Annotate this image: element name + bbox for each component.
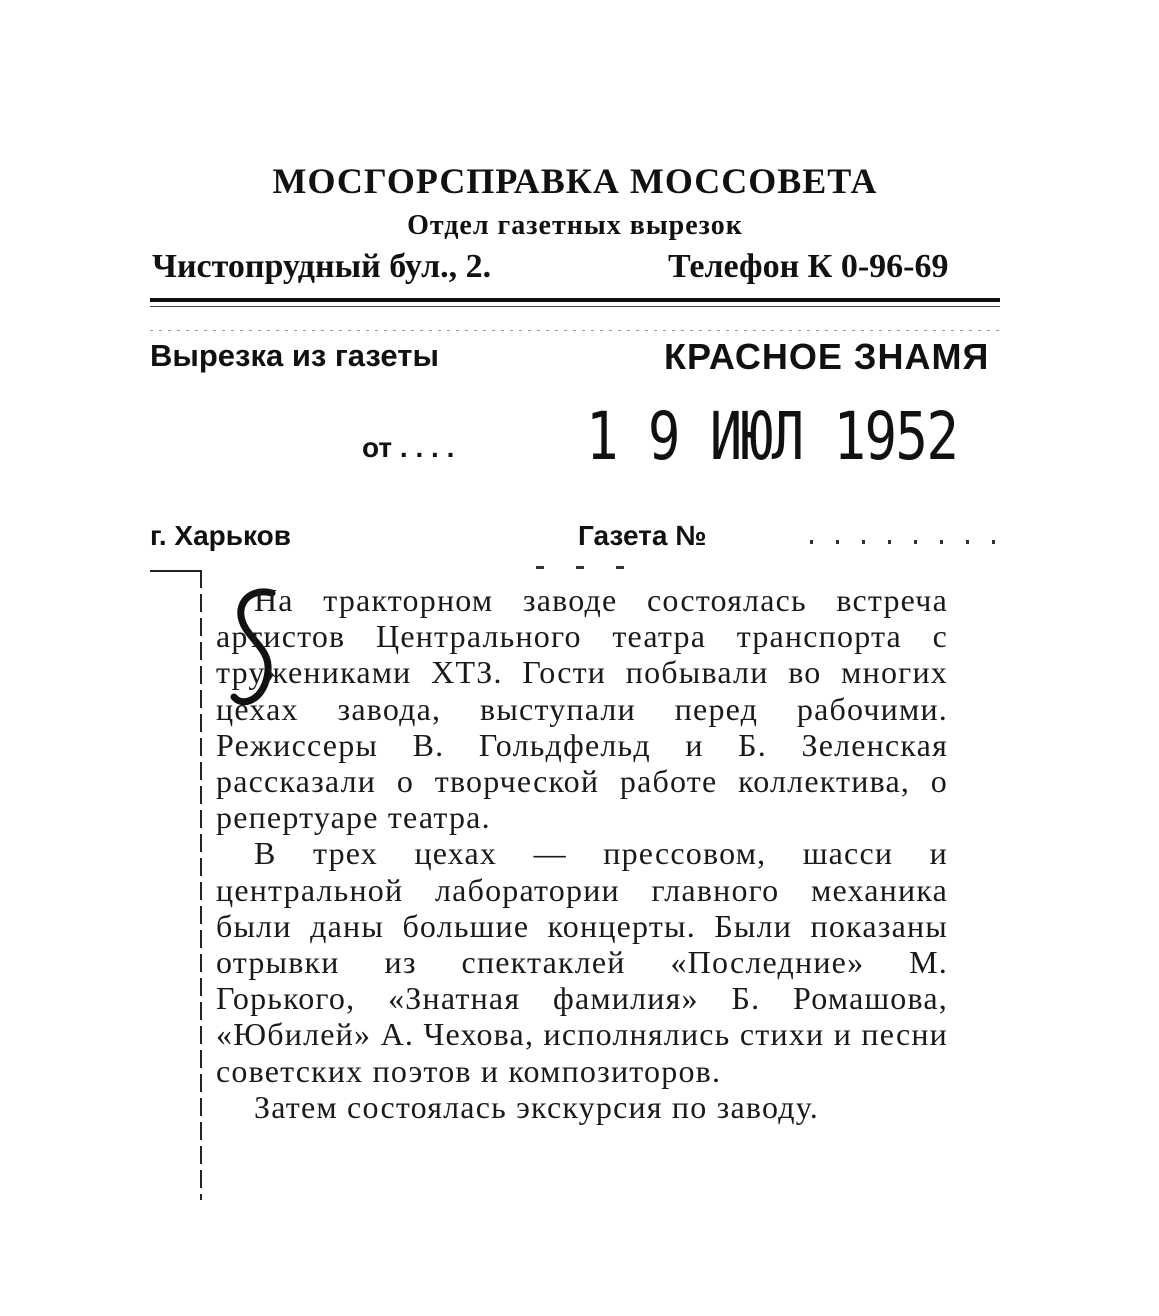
frame-top-edge — [150, 570, 200, 572]
header-divider-thin — [150, 306, 1000, 307]
article-paragraph: В трех цехах — прессовом, шасси и центральной лаборатории главного механика были даны большие концерты. Были показаны отрывки из спектаклей «Последние» М. Горького, «Знатная фамилия» Б. Ромашова, «Юбилей» А. Чехова, исполнялись стихи и песни советских поэтов и композиторов. — [216, 835, 948, 1089]
org-title: МОСГОРСПРАВКА МОССОВЕТА — [272, 161, 878, 201]
phone-number: Телефон К 0-96-69 — [668, 248, 949, 285]
date-label: от . . . . — [362, 432, 455, 463]
department-title: Отдел газетных вырезок — [407, 210, 743, 241]
header-divider — [150, 298, 1000, 302]
header-divider-dotted — [150, 330, 1000, 331]
newspaper-number-label: Газета № — [578, 520, 707, 551]
tick-marks — [536, 566, 636, 569]
city: г. Харьков — [150, 520, 291, 551]
frame-left-edge — [200, 570, 202, 1200]
article-paragraph: Затем состоялась экскурсия по заводу. — [254, 1088, 819, 1125]
address: Чистопрудный бул., 2. — [152, 248, 492, 285]
article-body — [216, 582, 948, 1125]
clipping-label: Вырезка из газеты — [150, 338, 439, 373]
date-stamp: 1 9 ИЮЛ 1952 — [586, 398, 958, 475]
newspaper-name: КРАСНОЕ ЗНАМЯ — [664, 336, 990, 377]
dot-leader — [810, 540, 1000, 544]
article-paragraph: На тракторном заводе состоялась встреча артистов Центрального театра транспорта с тружениками ХТЗ. Гости побывали во многих цехах завода, выступали перед рабочими. Режиссеры В. Гольдфельд и Б. Зеленская рассказали о творческой работе коллектива, о репертуаре театра. — [216, 582, 948, 836]
